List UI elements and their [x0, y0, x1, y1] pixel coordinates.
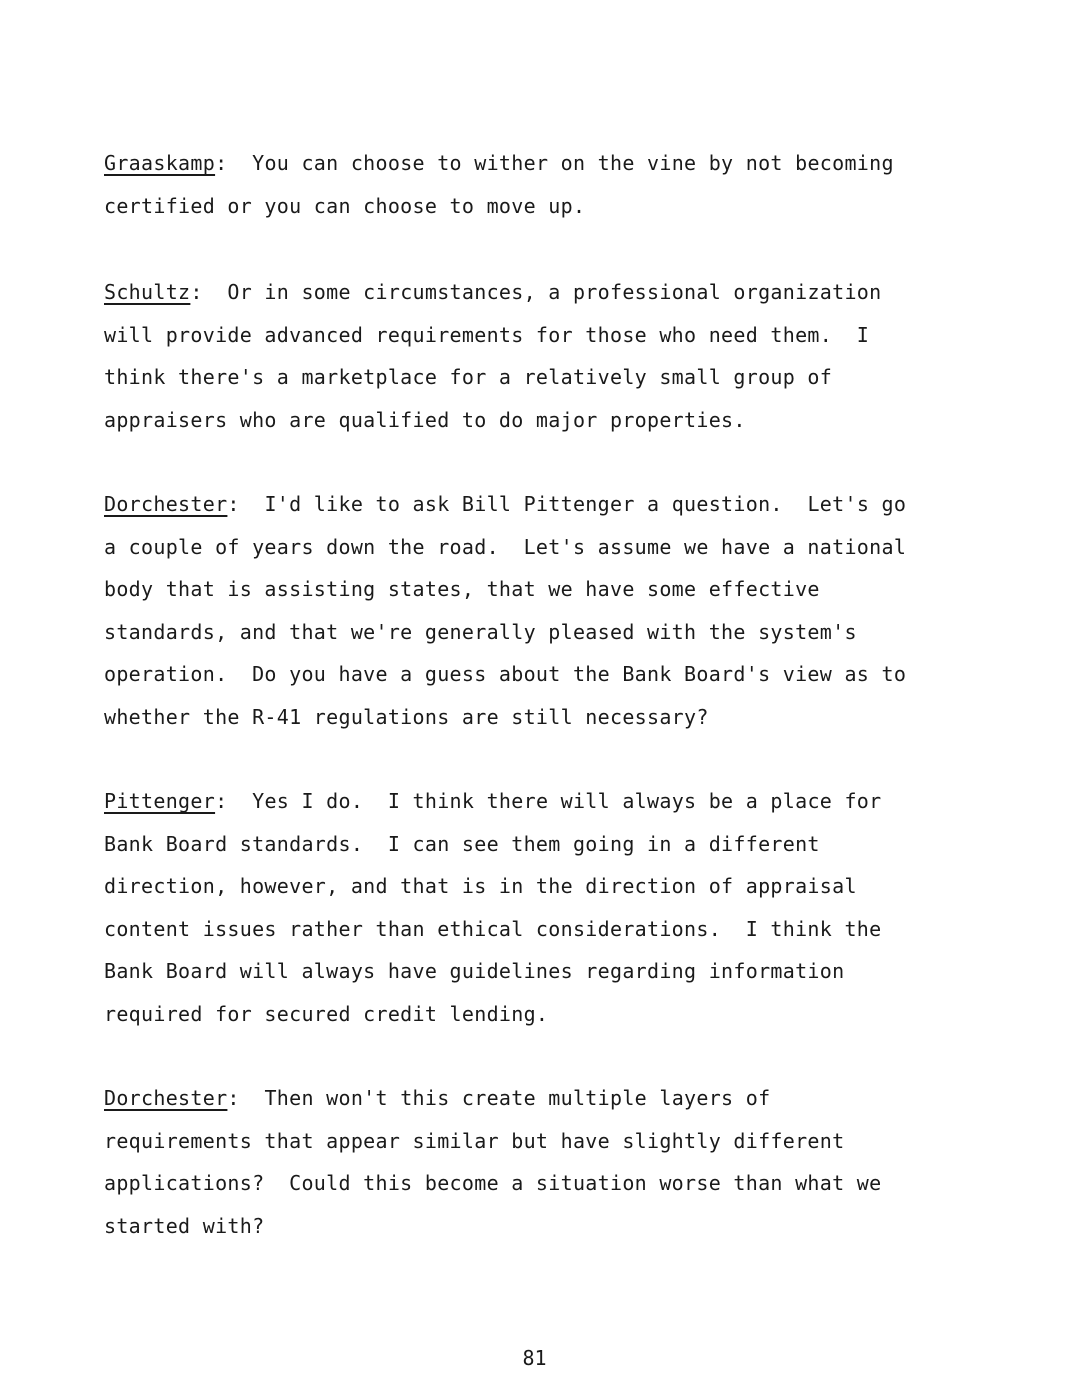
entry-line: applications? Could this become a situation worse than what we — [104, 1171, 882, 1195]
entry-schultz — [104, 271, 964, 441]
entry-text: : I'd like to ask Bill Pittenger a question. Let's go — [227, 492, 907, 516]
entry-line: will provide advanced requirements for those who need them. I — [104, 322, 870, 347]
entry-line: whether the R-41 regulations are still necessary? — [104, 704, 709, 729]
entry-line: appraisers who are qualified to do major properties. — [104, 407, 746, 432]
entry-pittenger — [104, 780, 964, 1035]
entry-graaskamp — [104, 142, 964, 227]
entry-line — [104, 271, 964, 314]
entry-line: think there's a marketplace for a relatively small group of — [104, 365, 833, 389]
speaker-name: Dorchester — [104, 1086, 228, 1110]
entry-line: Bank Board standards. I can see them going in a different — [104, 831, 820, 856]
entry-line: standards, and that we're generally pleased with the system's — [104, 619, 857, 644]
entry-line: operation. Do you have a guess about the Bank Board's view as to — [104, 662, 907, 686]
entry-line: requirements that appear similar but have slightly different — [104, 1128, 845, 1153]
speaker-name: Schultz — [104, 280, 191, 304]
entry-text: : You can choose to wither on the vine by not becoming — [215, 151, 894, 175]
entry-text: : Then won't this create multiple layers of — [227, 1086, 771, 1110]
entry-line: required for secured credit lending. — [104, 1001, 549, 1026]
entry-line: Bank Board will always have guidelines regarding information — [104, 959, 845, 983]
speaker-name: Dorchester — [104, 492, 228, 516]
entry-line: direction, however, and that is in the direction of appraisal — [104, 874, 857, 898]
entry-line: body that is assisting states, that we have some effective — [104, 577, 820, 601]
entry-line: started with? — [104, 1213, 265, 1238]
entry-dorchester-1 — [104, 483, 964, 738]
entry-text: : Or in some circumstances, a professional organization — [190, 280, 882, 304]
speaker-name: Pittenger — [104, 789, 216, 813]
entry-line: certified or you can choose to move up. — [104, 193, 586, 218]
entry-dorchester-2 — [104, 1077, 964, 1247]
entry-text: : Yes I do. I think there will always be a place for — [215, 789, 882, 813]
entry-line: content issues rather than ethical considerations. I think the — [104, 916, 882, 941]
entry-line — [104, 780, 964, 823]
entry-line — [104, 142, 964, 185]
speaker-name: Graaskamp — [104, 151, 216, 175]
entry-line — [104, 483, 964, 526]
entry-line: a couple of years down the road. Let's assume we have a national — [104, 534, 907, 559]
entry-line — [104, 1077, 964, 1120]
page-number: 81 — [522, 1346, 547, 1370]
